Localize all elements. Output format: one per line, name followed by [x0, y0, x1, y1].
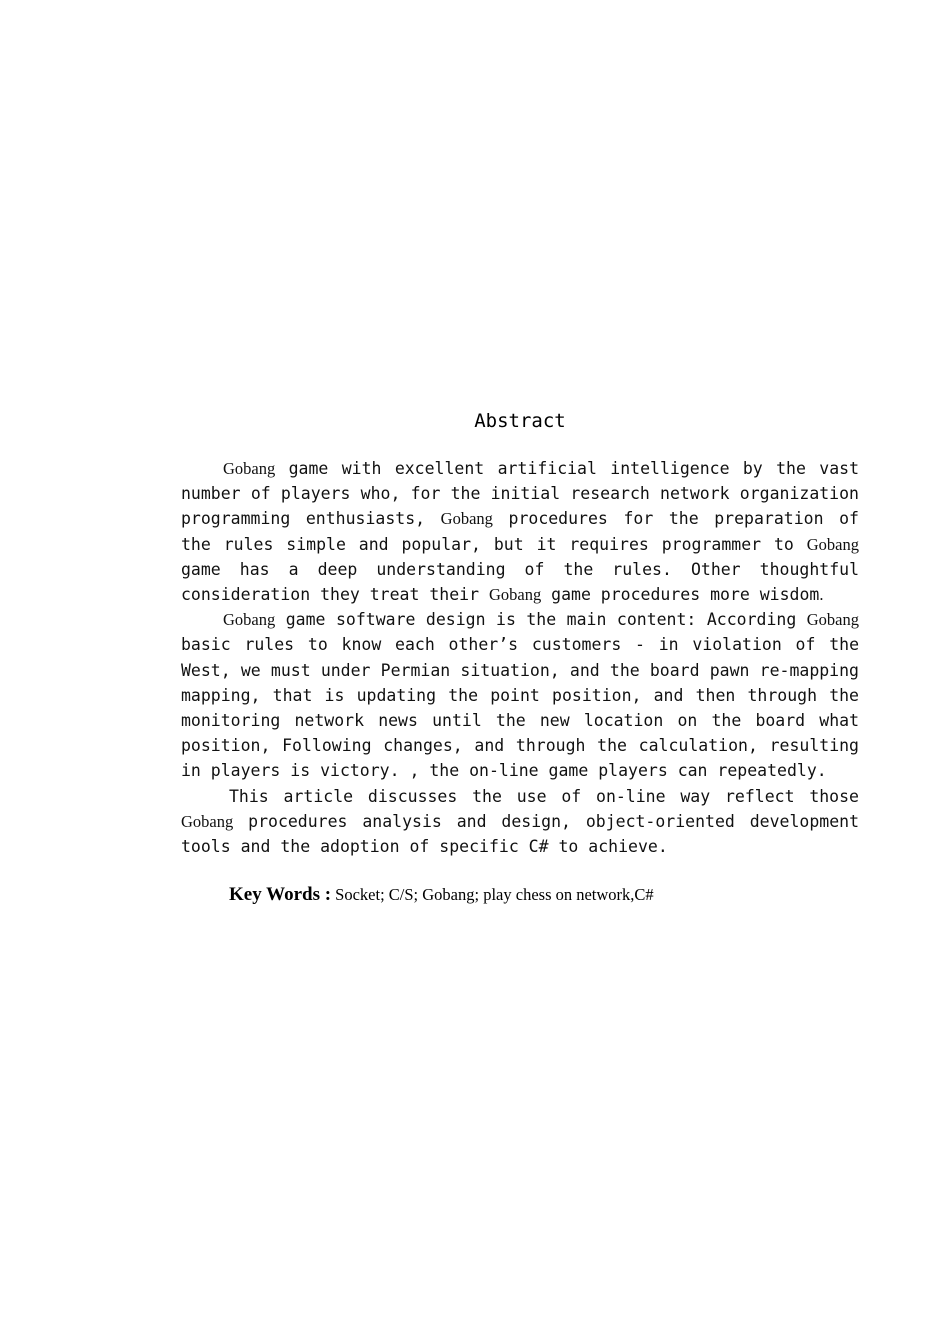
text-run: procedures analysis and design, object-oriented development tools and the adoption of specific C# to achieve.: [181, 811, 859, 857]
keywords-line: [229, 884, 869, 906]
keywords-label: Key Words :: [229, 884, 332, 905]
text-run: game has a deep understanding of the rules. Other thoughtful consideration they treat their: [181, 559, 859, 605]
text-run: game software design is the main content: According: [275, 610, 807, 630]
text-run: Gobang: [806, 610, 859, 630]
text-run: Gobang: [223, 459, 276, 478]
keywords-value: Socket; C/S; Gobang; play chess on network,C#: [331, 885, 654, 904]
text-run: Gobang: [488, 585, 542, 605]
abstract-paragraph-2: [181, 607, 859, 783]
abstract-paragraph-3: [181, 784, 859, 860]
text-run: basic rules to know each other’s customers - in violation of the West, we must under Permian situation, and the board pawn re-mapping mapping, that is updating the point position, and then through the monitoring network news until the new location on the board what position, Following changes, and through the calculation, resulting in players is victory. , the on-line game players can repeatedly.: [181, 635, 859, 781]
text-run: This article discusses the use of on-line way reflect those: [229, 786, 859, 806]
abstract-body: [181, 456, 859, 859]
text-run: Gobang: [181, 811, 234, 831]
text-run: Gobang: [440, 509, 493, 529]
text-run: .: [819, 585, 824, 605]
abstract-paragraph-1: [181, 456, 859, 607]
text-run: procedures for the preparation of the rules simple and popular, but it requires programmer to: [181, 509, 859, 554]
abstract-title: Abstract: [474, 410, 566, 432]
text-run: game with excellent artificial intelligence by the vast number of players who, for the initial research network organization programming enthusiasts,: [181, 459, 859, 529]
text-run: game procedures more wisdom: [541, 585, 820, 605]
text-run: Gobang: [806, 534, 859, 554]
text-run: Gobang: [223, 610, 276, 630]
